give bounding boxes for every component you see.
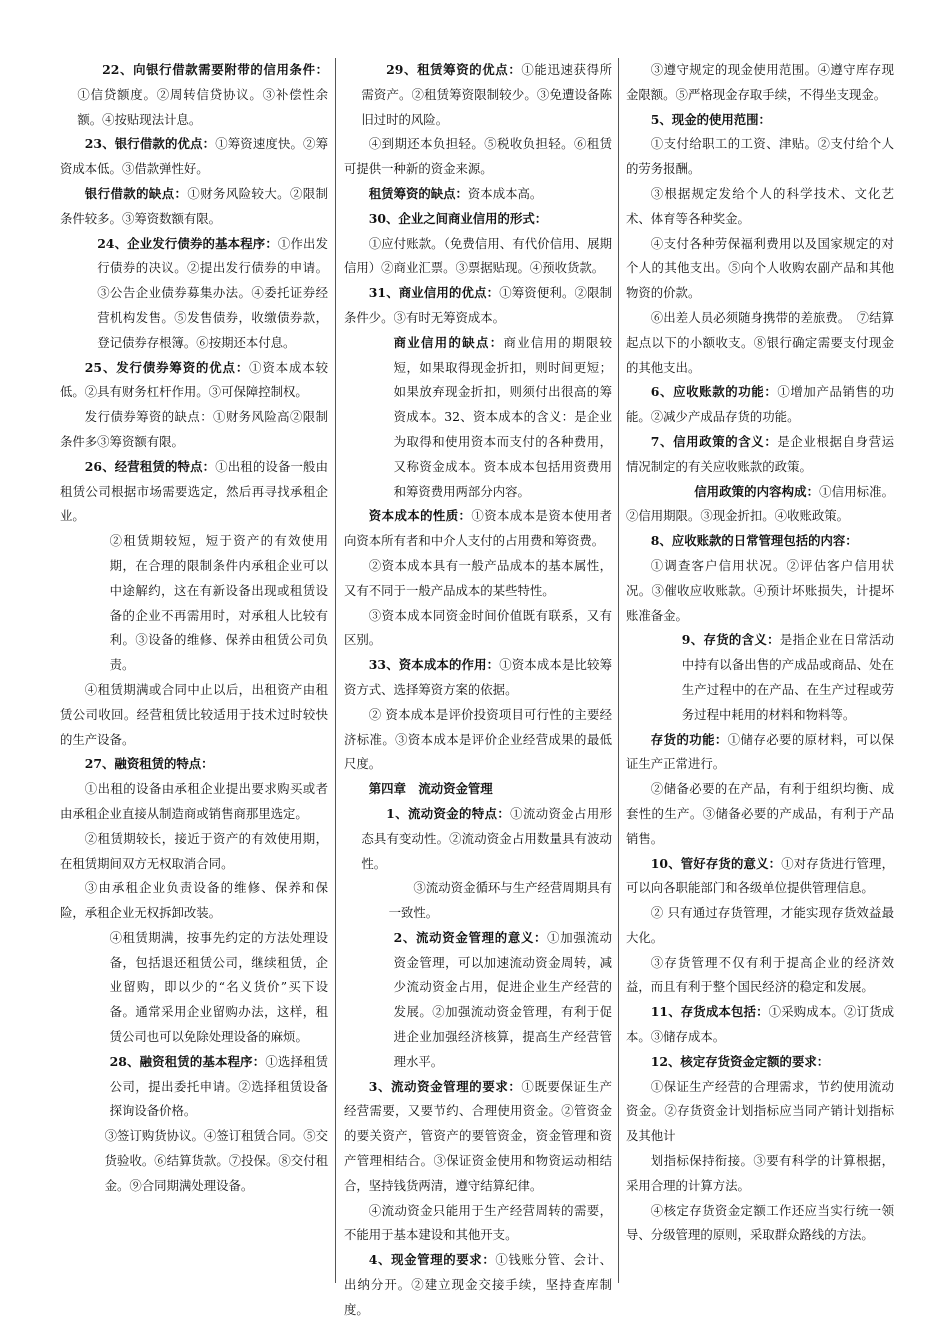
cash-item-9-function-2: ②储备必要的在产品，有利于组织均衡、成套性的生产。③储备必要的产成品，有利于产品销售。 xyxy=(626,781,894,846)
cash-item-5: 5、现金的使用范围： xyxy=(650,111,771,127)
item-27-part1: ①出租的设备由承租企业提出要求购买或者由承租企业直接从制造商或销售商那里选定。 xyxy=(60,781,328,821)
item-23: 23、银行借款的优点：①筹资速度快。②筹资成本低。③借款弹性好。 xyxy=(60,136,329,177)
item-25-cons: 发行债券筹资的缺点：①财务风险高②限制条件多③筹资额有限。 xyxy=(60,409,328,449)
item-26-part3: ④租赁期满或合同中止以后，出租资产由租赁公司收回。经营租赁比较适用于技术过时较快的生产设备。 xyxy=(60,681,328,747)
item-30-text: ①应付账款。（免费信用、有代价信用、展期信用）②商业汇票。③票据贴现。④预收货款。 xyxy=(344,235,612,276)
column-divider-2 xyxy=(618,58,619,1283)
cash-item-4-part2: ③遵守规定的现金使用范围。④遵守库存现金限额。⑤严格现金存取手续，不得坐支现金。 xyxy=(626,62,894,102)
item-27-part2: ②租赁期较长，接近于资产的有效使用期，在租赁期间双方无权取消合同。 xyxy=(60,830,328,871)
cash-item-6: 6、应收账款的功能：①增加产品销售的功能。②减少产成品存货的功能。 xyxy=(626,384,895,425)
item-32-nature: 资本成本的性质：①资本成本是资本使用者向资本所有者和中介人支付的占用费和筹资费。 xyxy=(344,508,613,549)
item-27-part3: ③由承租企业负责设备的维修、保养和保险，承租企业无权拆卸改装。 xyxy=(60,880,328,921)
item-33: 33、资本成本的作用：①资本成本是比较筹资方式、选择筹资方案的依据。 xyxy=(344,657,613,697)
cash-item-8-text: ①调查客户信用状况。②评估客户信用状况。③催收应收账款。④预计坏账损失，计提坏账准备金。 xyxy=(626,557,894,623)
cash-item-7: 7、信用政策的含义：是企业根据自身营运情况制定的有关应收账款的政策。 xyxy=(626,433,895,474)
item-32-nature-2: ②资本成本具有一般产品成本的基本属性，又有不同于一般产品成本的某些特性。 xyxy=(344,557,612,598)
cash-item-8: 8、应收账款的日常管理包括的内容： xyxy=(650,533,858,549)
item-29-part2: ④到期还本负担轻。⑤税收负担轻。⑥租赁可提供一种新的资金来源。 xyxy=(344,136,612,177)
cash-item-7-content: 信用政策的内容构成：①信用标准。②信用期限。③现金折扣。④收账政策。 xyxy=(626,483,895,524)
cash-item-9: 9、存货的含义：是指企业在日常活动中持有以备出售的产成品或商品、处在生产过程中的在产品、在生产过程或劳务过程中耗用的材料和物料等。 xyxy=(681,632,895,722)
item-23-cons: 银行借款的缺点：①财务风险较大。②限制条件较多。③筹资数额有限。 xyxy=(60,185,329,226)
item-28: 28、融资租赁的基本程序：①选择租赁公司，提出委托申请。②选择租赁设备探询设备价格。 xyxy=(109,1053,329,1119)
column-divider-1 xyxy=(335,58,336,1283)
cash-item-1-part2: ③流动资金循环与生产经营周期具有一致性。 xyxy=(388,880,612,921)
cash-item-5-part4: ⑥出差人员必须随身携带的差旅费。 ⑦结算起点以下的小额收支。⑧银行确定需要支付现金的其他支出。 xyxy=(626,309,894,375)
cash-item-9-function: 存货的功能：①储存必要的原材料，可以保证生产正常进行。 xyxy=(626,731,894,772)
item-31-cons: 商业信用的缺点：商业信用的期限较短，如果取得现金折扣，则时间更短；如果放弃现金折扣，则须付出很高的筹资成本。32、资本成本的含义：是企业为取得和使用资本而支付的各种费用，又称资金成本。资本成本包括用资费用和筹资费用两部分内容。 xyxy=(393,334,612,499)
cash-item-1: 1、流动资金的特点：①流动资金占用形态具有变动性。②流动资金占用数量具有波动性。 xyxy=(361,805,613,871)
item-33-part2: ② 资本成本是评价投资项目可行性的主要经济标准。③资本成本是评价企业经营成果的最低尺度。 xyxy=(344,706,612,772)
item-26: 26、经营租赁的特点：①出租的设备一般由租赁公司根据市场需要选定，然后再寻找承租企业。 xyxy=(60,458,329,524)
cash-item-10-part3: ③存货管理不仅有利于提高企业的经济效益，而且有利于整个国民经济的稳定和发展。 xyxy=(626,954,894,995)
cash-item-12: 12、核定存货资金定额的要求： xyxy=(650,1053,830,1069)
cash-item-4: 4、现金管理的要求：①钱账分管、会计、出纳分开。②建立现金交接手续，坚持查库制度。 xyxy=(344,1252,613,1317)
item-27-part4: ④租赁期满，按事先约定的方法处理设备，包括退还租赁公司，继续租赁，企业留购，即以少的“名义货价”买下设备。通常采用企业留购办法，这样，租赁公司也可以免除处理设备的麻烦。 xyxy=(109,929,328,1045)
item-25: 25、发行债券筹资的优点：①资本成本较低。②具有财务杠杆作用。③可保障控制权。 xyxy=(60,359,329,400)
item-29: 29、租赁筹资的优点：①能迅速获得所需资产。②租赁筹资限制较少。③免遭设备陈旧过时的风险。 xyxy=(361,62,613,127)
item-31: 31、商业信用的优点：①筹资便利。②限制条件少。③有时无筹资成本。 xyxy=(344,285,613,325)
text-column-3 xyxy=(626,58,894,1248)
cash-item-12-part1: ①保证生产经营的合理需求，节约使用流动资金。②存货资金计划指标应当同产销计划指标及其他计 xyxy=(626,1078,894,1144)
item-28-part2: ③签订购货协议。④签订租赁合同。⑤交货验收。⑥结算货款。⑦投保。⑧交付租金。⑨合同期满处理设备。 xyxy=(104,1128,328,1193)
cash-item-5-part1: ①支付给职工的工资、津贴。②支付给个人的劳务报酬。 xyxy=(626,136,894,177)
item-27: 27、融资租赁的特点： xyxy=(84,756,214,772)
text-column-1 xyxy=(60,58,328,1199)
item-32-nature-3: ③资本成本同资金时间价值既有联系，又有区别。 xyxy=(344,607,612,648)
cash-item-2: 2、流动资金管理的意义：①加强流动资金管理，可以加速流动资金周转，减少流动资金占用，促进企业生产经营的发展。②加强流动资金管理，有利于促进企业加强经济核算，提高生产经营管理水平。 xyxy=(393,929,613,1069)
item-22: 22、向银行借款需要附带的信用条件：①信贷额度。②周转信贷协议。③补偿性余额。④按贴现法计息。 xyxy=(77,62,328,127)
cash-item-10: 10、管好存货的意义：①对存货进行管理，可以向各职能部门和各级单位提供管理信息。 xyxy=(626,855,895,896)
text-column-2 xyxy=(344,58,612,1323)
item-24: 24、企业发行债券的基本程序：①作出发行债券的决议。②提出发行债券的申请。③公告企业债券募集办法。④委托证券经营机构发售。⑤发售债券，收缴债券款，登记债券存根簿。⑥按期还本付息。 xyxy=(97,235,328,350)
item-26-part2: ②租赁期较短，短于资产的有效使用期，在合理的限制条件内承租企业可以中途解约，这在有新设备出现或租赁设备的企业不再需用时，对承租人比较有利。③设备的维修、保养由租赁公司负责。 xyxy=(109,533,328,673)
chapter-4-title: 第四章 流动资金管理 xyxy=(368,781,493,797)
cash-item-3: 3、流动资金管理的要求：①既要保证生产经营需要，又要节约、合理使用资金。②管资金的要关资产，管资产的要管资金，资金管理和资产管理相结合。③保证资金使用和物资运动相结合，坚持钱货两清，遵守结算纪律。 xyxy=(344,1078,613,1193)
cash-item-12-part3: ④核定存货资金定额工作还应当实行统一领导、分级管理的原则，采取群众路线的方法。 xyxy=(626,1202,894,1243)
cash-item-5-part3: ④支付各种劳保福利费用以及国家规定的对个人的其他支出。⑤向个人收购农副产品和其他物资的价款。 xyxy=(626,235,894,301)
cash-item-5-part2: ③根据规定发给个人的科学技术、文化艺术、体育等各种奖金。 xyxy=(626,185,894,226)
item-29-cons: 租赁筹资的缺点：资本成本高。 xyxy=(368,185,543,201)
cash-item-12-part2: 划指标保持衔接。③要有科学的计算根据，采用合理的计算方法。 xyxy=(626,1153,894,1193)
cash-item-10-part2: ② 只有通过存货管理，才能实现存货效益最大化。 xyxy=(626,905,894,945)
cash-item-3-part2: ④流动资金只能用于生产经营周转的需要，不能用于基本建设和其他开支。 xyxy=(344,1202,612,1243)
cash-item-11: 11、存货成本包括：①采购成本。②订货成本。③储存成本。 xyxy=(626,1004,895,1045)
item-30: 30、企业之间商业信用的形式： xyxy=(368,210,548,226)
